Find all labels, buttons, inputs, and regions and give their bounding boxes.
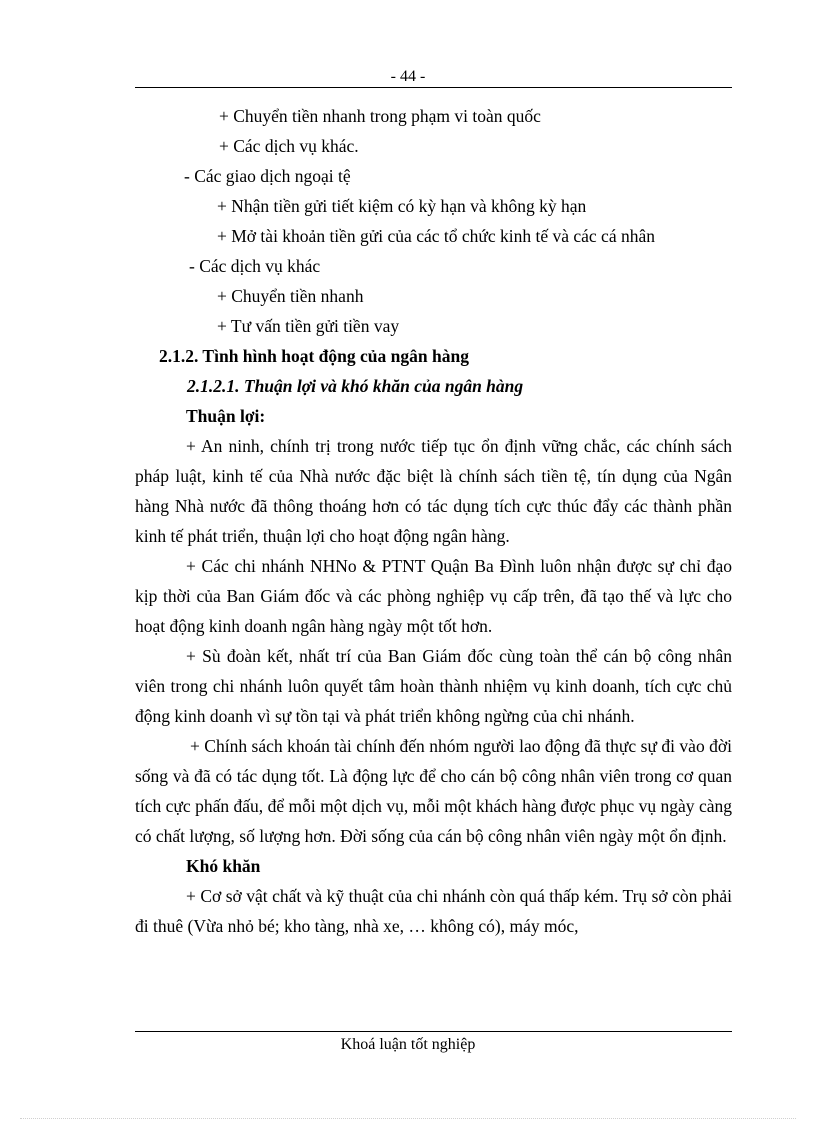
footer-rule bbox=[135, 1031, 732, 1032]
category-title: - Các dịch vụ khác bbox=[189, 256, 321, 276]
list-item: + Nhận tiền gửi tiết kiệm có kỳ hạn và không kỳ hạn bbox=[217, 196, 587, 216]
list-item: + Chuyển tiền nhanh bbox=[217, 286, 364, 306]
paragraph: + Cơ sở vật chất và kỹ thuật của chi nhánh còn quá thấp kém. Trụ sở còn phải đi thuê (Vừa nhỏ bé; kho tàng, nhà xe, … không có), máy móc, bbox=[135, 886, 732, 936]
difficulties-title: Khó khăn bbox=[186, 856, 261, 876]
category-title: - Các giao dịch ngoại tệ bbox=[184, 166, 351, 186]
page-number: - 44 - bbox=[390, 68, 426, 85]
paragraph: + Chính sách khoán tài chính đến nhóm người lao động đã thực sự đi vào đời sống và đã có tác dụng tốt. Là động lực để cho cán bộ công nhân viên trong cơ quan tích cực phấn đấu, để mỗi một dịch vụ, mỗi một khách hàng được phục vụ ngày càng có chất lượng, số lượng hơn. Đời sống của cán bộ công nhân viên ngày một ổn định. bbox=[135, 736, 732, 846]
paragraph: + Các chi nhánh NHNo & PTNT Quận Ba Đình luôn nhận được sự chỉ đạo kịp thời của Ban Giám đốc và các phòng nghiệp vụ cấp trên, đã tạo thế và lực cho hoạt động kinh doanh ngân hàng ngày một tốt hơn. bbox=[135, 556, 732, 636]
section-heading: 2.1.2. Tình hình hoạt động của ngân hàng bbox=[159, 346, 469, 366]
list-item: + Tư vấn tiền gửi tiền vay bbox=[217, 316, 400, 336]
header-rule bbox=[135, 87, 732, 88]
list-item: + Chuyển tiền nhanh trong phạm vi toàn quốc bbox=[219, 106, 541, 126]
page-edge-divider bbox=[20, 1118, 796, 1119]
list-item: + Mở tài khoản tiền gửi của các tổ chức kinh tế và các cá nhân bbox=[217, 226, 655, 246]
paragraph: + Sù đoàn kết, nhất trí của Ban Giám đốc cùng toàn thể cán bộ công nhân viên trong chi nhánh luôn quyết tâm hoàn thành nhiệm vụ kinh doanh, tích cực chủ động kinh doanh vì sự tồn tại và phát triển không ngừng của chi nhánh. bbox=[135, 646, 732, 726]
page-body bbox=[135, 101, 732, 941]
paragraph: + An ninh, chính trị trong nước tiếp tục ổn định vững chắc, các chính sách pháp luật, kinh tế của Nhà nước đặc biệt là chính sách tiền tệ, tín dụng của Ngân hàng Nhà nước đã thông thoáng hơn có tác dụng tích cực thúc đẩy các thành phần kinh tế phát triển, thuận lợi cho hoạt động ngân hàng. bbox=[135, 436, 732, 546]
advantages-title: Thuận lợi: bbox=[186, 406, 266, 426]
footer-text: Khoá luận tốt nghiệp bbox=[340, 1036, 476, 1053]
list-item: + Các dịch vụ khác. bbox=[219, 136, 359, 156]
subsection-heading: 2.1.2.1. Thuận lợi và khó khăn của ngân hàng bbox=[187, 376, 524, 396]
